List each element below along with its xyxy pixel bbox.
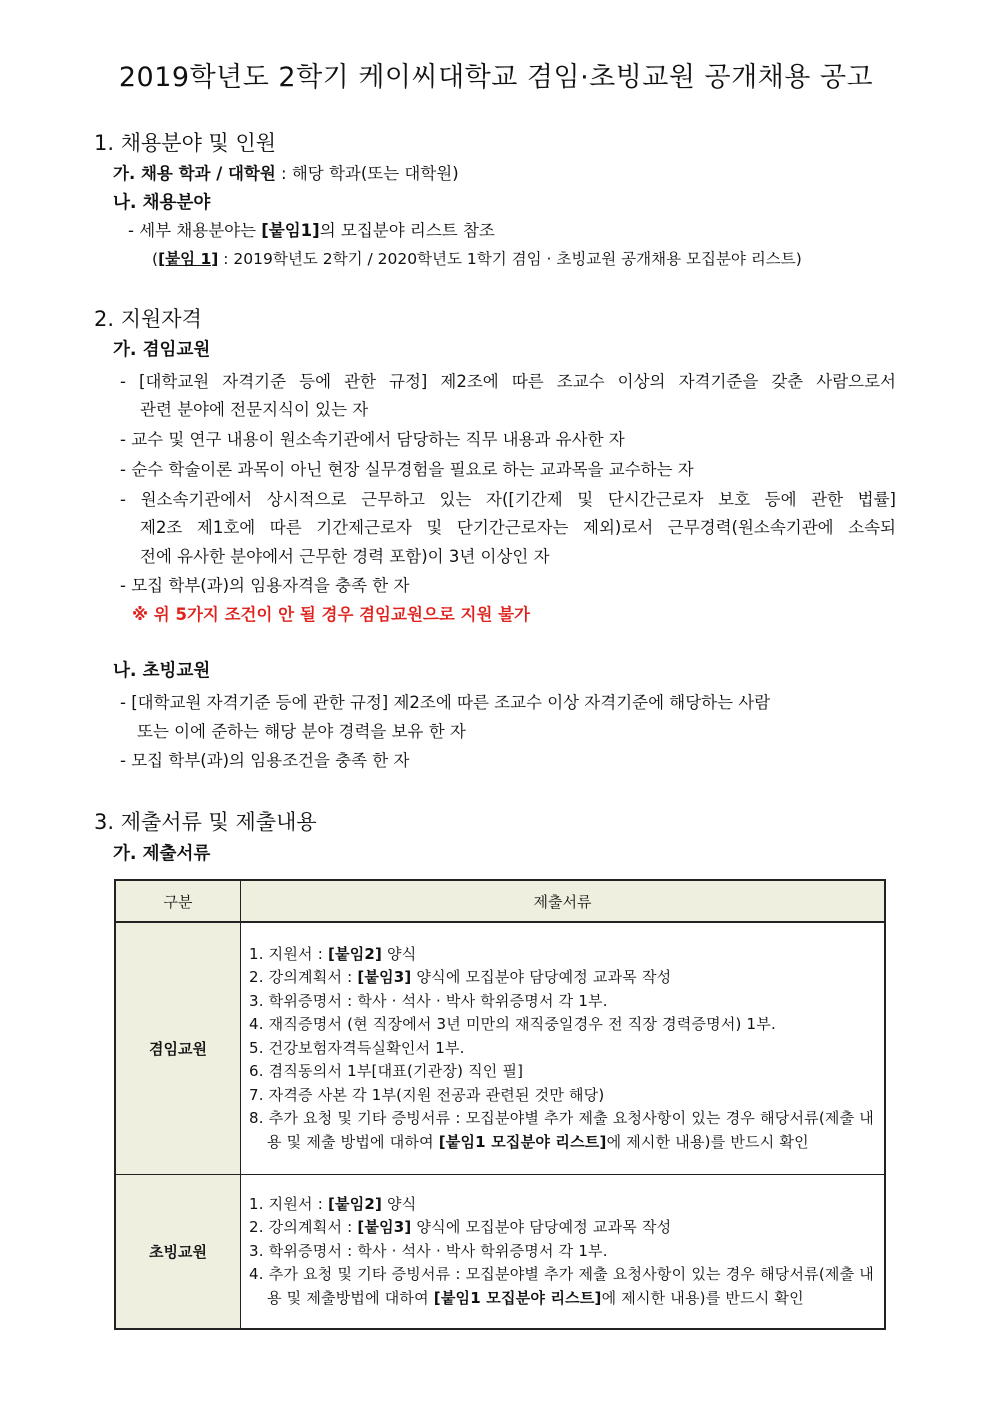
s1-a-value: : 해당 학과(또는 대학원): [275, 164, 459, 183]
document-item: [249, 1263, 874, 1310]
item-ref: [붙임2]: [327, 944, 383, 963]
s2-b-line-1: - [대학교원 자격기준 등에 관한 규정] 제2조에 따른 조교수 이상 자격기준에 해당하는 사람: [120, 693, 771, 712]
s2-b-line-2: 또는 이에 준하는 해당 분야 경력을 보유 한 자: [137, 722, 466, 741]
document-item: [249, 1193, 874, 1217]
s2-a-line-6: 제2조 제1호에 따른 기간제근로자 및 단기간근로자는 제외)로서 근무경력(원소속기관에 소속되: [140, 518, 896, 537]
item-text: 1. 지원서 :: [249, 1194, 328, 1213]
item-text-post: 에 제시한 내용)를 반드시 확인: [601, 1288, 804, 1307]
s1-b-line: [128, 219, 495, 243]
table-header-row: [115, 880, 885, 922]
item-text-post: 양식에 모집분야 담당예정 교과목 작성: [411, 968, 672, 986]
item-ref: [붙임2]: [327, 1194, 383, 1213]
item-text: 8. 추가 요청 및 기타 증빙서류 : 모집분야별 추가 제출 요청사항이 있는 경우 해당서류(제출 내용 및 제출 방법에 대하여: [249, 1109, 874, 1151]
s1-a-label: 가. 채용 학과 / 대학원: [113, 164, 276, 183]
row-category: 겸임교원: [115, 922, 241, 1174]
section-3-heading: 3. 제출서류 및 제출내용: [94, 810, 317, 834]
s2-a-line-8: - 모집 학부(과)의 임용자격을 충족 한 자: [120, 576, 410, 595]
row-documents: [241, 922, 886, 1174]
document-item: 6. 겸직동의서 1부[대표(기관장) 직인 필]: [249, 1062, 524, 1080]
item-ref: [붙임1 모집분야 리스트]: [433, 1288, 602, 1307]
document-item: [249, 943, 874, 967]
document-item: [249, 1216, 874, 1240]
item-text-post: 양식에 모집분야 담당예정 교과목 작성: [411, 1218, 672, 1236]
document-item: 5. 건강보험자격득실확인서 1부.: [249, 1038, 465, 1057]
document-item: 3. 학위증명서 : 학사 · 석사 · 박사 학위증명서 각 1부.: [249, 991, 608, 1010]
item-text: 2. 강의계획서 :: [249, 968, 358, 986]
s2-b-line-3: - 모집 학부(과)의 임용조건을 충족 한 자: [120, 751, 410, 770]
item-text-post: 양식: [382, 1194, 417, 1213]
document-item: 7. 자격증 사본 각 1부(지원 전공과 관련된 것만 해당): [249, 1085, 605, 1104]
column-header-category: 구분: [115, 880, 241, 922]
table-row: [115, 922, 885, 1174]
s1-a-line: [113, 162, 459, 186]
table-row: [115, 1174, 885, 1329]
s2-a-line-2: 관련 분야에 전문지식이 있는 자: [140, 400, 369, 419]
s1-b-note-text: : 2019학년도 2학기 / 2020학년도 1학기 겸임 · 초빙교원 공개채용 모집분야 리스트): [218, 250, 802, 268]
document-item: [249, 1107, 874, 1154]
s2-a-line-1: - [대학교원 자격기준 등에 관한 규정] 제2조에 따른 조교수 이상의 자격기준을 갖춘 사람으로서: [120, 372, 896, 391]
item-text: 1. 지원서 :: [249, 944, 328, 963]
s1-b-note-ref: [붙임 1]: [158, 250, 219, 268]
s2-b-label: 나. 초빙교원: [113, 661, 211, 681]
s1-b-line-ref: [붙임1]: [261, 221, 320, 240]
s2-a-line-5: - 원소속기관에서 상시적으로 근무하고 있는 자([기간제 및 단시간근로자 보호 등에 관한 법률]: [120, 490, 896, 509]
document-item: 4. 재직증명서 (현 직장에서 3년 미만의 재직중일경우 전 직장 경력증명서) 1부.: [249, 1015, 776, 1033]
section-2-heading: 2. 지원자격: [94, 307, 202, 331]
item-ref: [붙임3]: [357, 968, 412, 986]
item-text-post: 에 제시한 내용)를 반드시 확인: [606, 1132, 809, 1151]
document-title: 2019학년도 2학기 케이씨대학교 겸임·초빙교원 공개채용 공고: [118, 62, 874, 93]
s3-a-label: 가. 제출서류: [113, 844, 211, 864]
s1-b-note-open: (: [152, 250, 159, 268]
s1-b-line-pre: - 세부 채용분야는: [128, 221, 262, 240]
s2-a-line-3: - 교수 및 연구 내용이 원소속기관에서 담당하는 직무 내용과 유사한 자: [120, 430, 625, 449]
item-text: 2. 강의계획서 :: [249, 1218, 358, 1236]
s1-b-label: 나. 채용분야: [113, 193, 211, 213]
section-1-heading: 1. 채용분야 및 인원: [94, 131, 277, 155]
s2-a-label: 가. 겸임교원: [113, 340, 211, 360]
row-category: 초빙교원: [115, 1174, 241, 1329]
s1-b-note: [152, 247, 802, 271]
s2-a-warning: ※ 위 5가지 조건이 안 될 경우 겸임교원으로 지원 불가: [132, 605, 531, 624]
s2-a-line-4: - 순수 학술이론 과목이 아닌 현장 실무경험을 필요로 하는 교과목을 교수하는 자: [120, 460, 694, 479]
item-text-post: 양식: [382, 944, 417, 963]
s2-a-line-7: 전에 유사한 분야에서 근무한 경력 포함)이 3년 이상인 자: [140, 547, 550, 566]
document-item: [249, 966, 874, 990]
item-text: 4. 추가 요청 및 기타 증빙서류 : 모집분야별 추가 제출 요청사항이 있는 경우 해당서류(제출 내용 및 제출방법에 대하여: [249, 1265, 874, 1307]
row-documents: [241, 1174, 886, 1329]
document-item: 3. 학위증명서 : 학사 · 석사 · 박사 학위증명서 각 1부.: [249, 1241, 608, 1260]
s1-b-line-post: 의 모집분야 리스트 참조: [319, 221, 495, 240]
item-ref: [붙임1 모집분야 리스트]: [438, 1132, 607, 1151]
item-ref: [붙임3]: [357, 1218, 412, 1236]
documents-table: [114, 879, 886, 1330]
column-header-documents: 제출서류: [241, 880, 886, 922]
